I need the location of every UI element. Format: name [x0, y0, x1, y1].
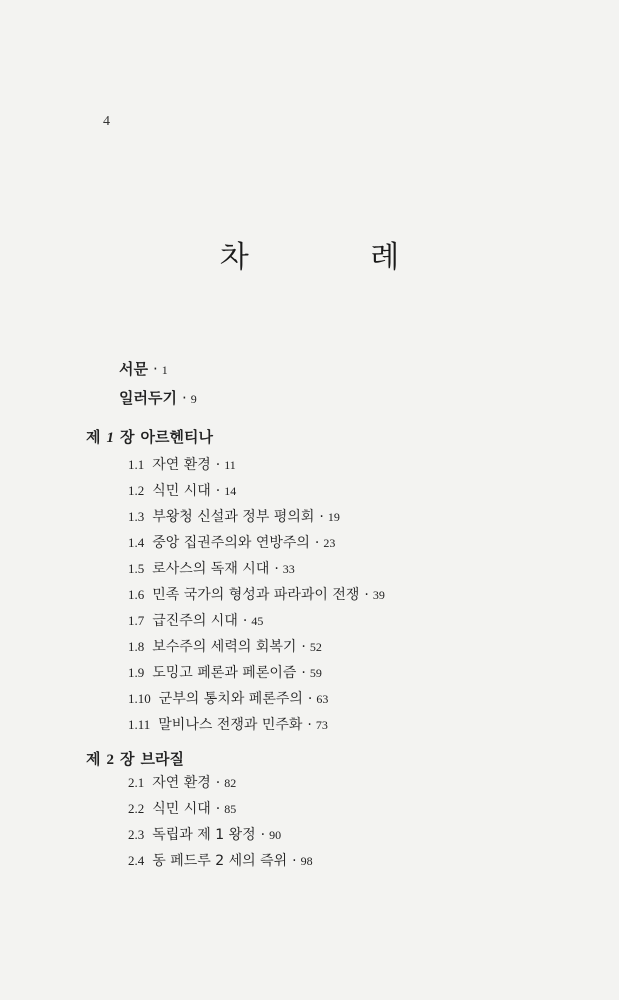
chapter-prefix: 제	[86, 750, 101, 768]
section-label: 부왕청 신설과 정부 평의회	[152, 509, 315, 525]
separator-dot: ·	[292, 853, 297, 869]
chapter-number: 2	[106, 752, 114, 768]
separator-dot: ·	[215, 457, 221, 473]
section-page: 39	[372, 588, 385, 602]
section-label: 도밍고 페론과 페론이즘	[152, 665, 297, 681]
section-page: 98	[300, 854, 313, 868]
toc-entry-preface	[119, 358, 168, 379]
section-number: 1.4	[128, 535, 145, 550]
toc-section	[128, 610, 263, 630]
section-page: 52	[309, 640, 322, 654]
page-number: 4	[103, 114, 110, 129]
section-number: 1.3	[128, 509, 145, 524]
section-label: 식민 시대	[152, 801, 211, 817]
section-number: 1.5	[128, 561, 145, 576]
separator-dot: ·	[181, 389, 187, 407]
section-label: 말비나스 전쟁과 민주화	[158, 717, 303, 733]
separator-dot: ·	[215, 483, 221, 499]
section-label: 민족 국가의 형성과 파라과이 전쟁	[152, 587, 360, 603]
toc-section	[128, 688, 328, 708]
section-page: 82	[224, 776, 237, 790]
separator-dot: ·	[152, 360, 158, 378]
toc-section	[128, 480, 236, 500]
entry-label: 일러두기	[119, 389, 177, 407]
chapter-suffix: 장	[120, 428, 135, 446]
chapter-title: 아르헨티나	[140, 428, 213, 446]
section-label: 동 페드루 2 세의 즉위	[152, 853, 288, 869]
section-number: 1.9	[128, 665, 145, 680]
section-page: 23	[323, 536, 336, 550]
section-number: 2.4	[128, 853, 145, 868]
separator-dot: ·	[307, 717, 312, 733]
toc-section	[128, 454, 236, 474]
section-page: 45	[251, 614, 264, 628]
separator-dot: ·	[274, 561, 279, 577]
section-label: 보수주의 세력의 회복기	[152, 639, 297, 655]
toc-section	[128, 714, 328, 734]
section-page: 63	[316, 692, 329, 706]
chapter-prefix: 제	[86, 428, 101, 446]
chapter-heading-1	[86, 426, 213, 447]
section-number: 2.2	[128, 801, 145, 816]
section-label: 자연 환경	[152, 775, 211, 791]
page-title: 차 례	[219, 240, 456, 275]
chapter-heading-2	[86, 748, 184, 769]
section-number: 1.11	[128, 717, 151, 732]
section-number: 2.1	[128, 775, 145, 790]
section-page: 14	[224, 484, 237, 498]
section-number: 1.6	[128, 587, 145, 602]
toc-section	[128, 532, 335, 552]
toc-section	[128, 662, 322, 682]
separator-dot: ·	[260, 827, 266, 843]
toc-section	[128, 824, 281, 844]
chapter-number: 1	[106, 430, 114, 446]
toc-section	[128, 584, 385, 604]
separator-dot: ·	[314, 535, 320, 551]
section-number: 1.2	[128, 483, 145, 498]
section-number: 1.8	[128, 639, 145, 654]
toc-section	[128, 772, 236, 792]
section-label: 중앙 집권주의와 연방주의	[152, 535, 310, 551]
toc-section	[128, 636, 322, 656]
section-page: 85	[224, 802, 237, 816]
separator-dot: ·	[215, 801, 221, 817]
chapter-suffix: 장	[120, 750, 135, 768]
entry-label: 서문	[119, 360, 148, 378]
section-page: 19	[327, 510, 340, 524]
section-label: 식민 시대	[152, 483, 211, 499]
toc-section	[128, 558, 295, 578]
section-number: 1.10	[128, 691, 151, 706]
section-label: 로사스의 독재 시대	[152, 561, 270, 577]
section-number: 1.7	[128, 613, 145, 628]
section-label: 군부의 통치와 페론주의	[158, 691, 303, 707]
section-page: 11	[224, 458, 236, 472]
section-page: 33	[282, 562, 295, 576]
toc-section	[128, 850, 313, 870]
separator-dot: ·	[215, 775, 221, 791]
section-label: 급진주의 시대	[152, 613, 238, 629]
section-page: 90	[269, 828, 282, 842]
section-number: 2.3	[128, 827, 145, 842]
toc-section	[128, 506, 340, 526]
toc-entry-notes	[119, 387, 197, 408]
separator-dot: ·	[319, 509, 324, 525]
entry-page: 1	[161, 363, 168, 377]
separator-dot: ·	[364, 587, 369, 603]
separator-dot: ·	[307, 691, 313, 707]
entry-page: 9	[190, 392, 197, 406]
section-page: 73	[315, 718, 328, 732]
section-label: 독립과 제 1 왕정	[152, 827, 256, 843]
section-label: 자연 환경	[152, 457, 211, 473]
separator-dot: ·	[301, 665, 306, 681]
toc-section	[128, 798, 236, 818]
section-number: 1.1	[128, 457, 145, 472]
section-page: 59	[309, 666, 322, 680]
separator-dot: ·	[301, 639, 306, 655]
separator-dot: ·	[242, 613, 248, 629]
chapter-title: 브라질	[140, 750, 184, 768]
